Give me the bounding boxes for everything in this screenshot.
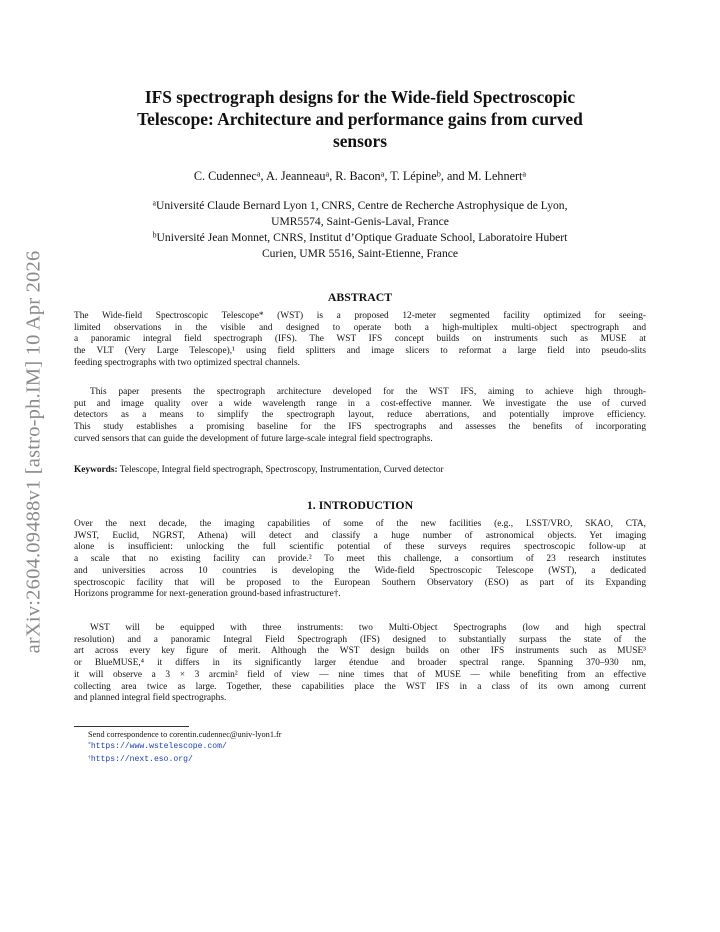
text-line: limited observations in the visible and designed to operate both a high-multiplex multi-object spectrograph and	[74, 322, 646, 333]
text-line: art across every key figure of merit. Although the WST design builds on other IFS instruments such as MUSE³	[74, 646, 646, 657]
author-name: T. Lépine	[390, 169, 437, 183]
title-line: Telescope: Architecture and performance gains from curved	[137, 109, 583, 129]
author-affiliation-mark: a	[325, 169, 330, 179]
introduction-paragraph	[74, 519, 646, 601]
paper-title	[74, 86, 646, 152]
author-name: C. Cudennec	[193, 169, 257, 183]
abstract-heading: ABSTRACT	[327, 290, 393, 304]
arxiv-identifier	[14, 232, 54, 672]
text-line: This study establishes a promising baseline for the IFS spectrographs and assesses the benefits of incorporating	[74, 422, 646, 433]
section-heading-introduction: 1. INTRODUCTION	[306, 498, 414, 512]
text-line: alone is insufficient: unlocking the full scientific potential of these surveys requires spectroscopic follow-up at	[74, 542, 646, 553]
correspondence-note: Send correspondence to corentin.cudennec@univ-lyon1.fr	[88, 730, 282, 739]
footnote-link[interactable]: https://next.eso.org/	[90, 754, 193, 764]
text-line: WST will be equipped with three instruments: two Multi-Object Spectrographs (low and high spectral	[90, 623, 646, 633]
author-affiliation-mark: b	[436, 169, 441, 179]
footnote-mark: †	[88, 754, 91, 761]
text-line: the VLT (Very Large Telescope),¹ using field splitters and image slicers to reformat a large field into pseudo-slits	[74, 346, 646, 357]
author-affiliation-mark: a	[380, 169, 385, 179]
text-line: spectroscopic facility that will be proposed to the European Southern Observatory (ESO) as part of its Expanding	[74, 577, 646, 588]
footnote-divider	[74, 726, 189, 727]
keywords-text: Telescope, Integral field spectrograph, Spectroscopy, Instrumentation, Curved detector	[119, 465, 444, 475]
text-line: detectors as a means to simplify the spectrograph layout, reduce aberrations, and potentially improve efficiency.	[74, 410, 646, 421]
keywords-label: Keywords:	[74, 465, 118, 475]
author-name: R. Bacon	[335, 169, 381, 183]
text-line: or BlueMUSE,⁴ it differs in its significantly larger étendue and broader spectral range. Spanning 370–930 nm,	[74, 658, 646, 669]
text-line: JWST, Euclid, NGRST, Athena) will detect and classify a huge number of astronomical objects. Yet imaging	[74, 530, 646, 541]
abstract-paragraph	[74, 311, 646, 370]
text-line: put and image quality over a wide wavelength range in a cost-effective manner. We investigate the use of curved	[74, 398, 646, 409]
title-line: sensors	[332, 131, 388, 151]
text-line: Over the next decade, the imaging capabilities of some of the new facilities (e.g., LSST/VRO, SKAO, CTA,	[74, 519, 646, 529]
text-line: and universities across 10 countries is developing the Wide-field Spectroscopic Telescope (WST), a dedicated	[74, 565, 646, 576]
keywords	[74, 465, 646, 477]
author-name: A. Jeanneau	[265, 169, 326, 183]
author-list: C. Cudennec$^a$, A. Jeanneau$^a$, R. Bacon$^a$, T. Lépine$^b$, and M. Lehnert$^a$	[193, 169, 527, 183]
affiliation-text: Curien, UMR 5516, Saint-Etienne, France	[261, 246, 459, 260]
author-affiliation-mark: a	[522, 169, 527, 179]
text-line: Horizons programme for next-generation ground-based infrastructure†.	[74, 589, 341, 600]
abstract-paragraph	[74, 387, 646, 446]
text-line: feeding spectrographs with two optimized spectral channels.	[74, 357, 300, 368]
affiliation-text: UMR5574, Saint-Genis-Laval, France	[271, 214, 449, 228]
text-line: resolution) and a panoramic Integral Field Spectrograph (IFS) designed to substantially surpass the state of the	[74, 634, 646, 645]
author-name: M. Lehnert	[467, 169, 523, 183]
title-line: IFS spectrograph designs for the Wide-field Spectroscopic	[144, 87, 576, 107]
footnote-mark: *	[88, 741, 91, 748]
text-line: a panoramic integral field spectrograph (IFS). The WST IFS concept builds on instruments such as MUSE at	[74, 334, 646, 345]
affiliation-a	[74, 198, 646, 229]
author-affiliation-mark: a	[256, 169, 261, 179]
affiliation-mark: b	[152, 230, 157, 240]
text-line: it will observe a 3 × 3 arcmin² field of view — nine times that of MUSE — while benefiting from an effective	[74, 669, 646, 680]
affiliation-text: Université Claude Bernard Lyon 1, CNRS, Centre de Recherche Astrophysique de Lyon,	[156, 199, 568, 212]
text-line: a scale that no existing facility can provide.² To meet this challenge, a consortium of 23 research institutes	[74, 554, 646, 565]
footnotes	[88, 729, 282, 765]
arxiv-identifier-text: arXiv:2604.09488v1 [astro-ph.IM] 10 Apr 2026	[22, 250, 45, 654]
affiliation-text: Université Jean Monnet, CNRS, Institut d’Optique Graduate School, Laboratoire Hubert	[156, 231, 568, 244]
text-line: This paper presents the spectrograph architecture developed for the WST IFS, aiming to achieve high through-	[90, 387, 646, 397]
introduction-paragraph	[74, 623, 646, 705]
affiliation-b	[74, 230, 646, 261]
footnote-link[interactable]: https://www.wstelescope.com/	[90, 742, 227, 752]
text-line: curved sensors that can guide the development of future large-scale integral field spectrographs.	[74, 433, 433, 444]
text-line: and planned integral field spectrographs.	[74, 693, 227, 704]
text-line: collecting area twice as large. Together, these capabilities place the WST IFS in a class of its own among current	[74, 681, 646, 692]
affiliation-mark: a	[152, 198, 156, 208]
text-line: The Wide-field Spectroscopic Telescope* (WST) is a proposed 12-meter segmented facility optimized for seeing-	[74, 311, 646, 321]
